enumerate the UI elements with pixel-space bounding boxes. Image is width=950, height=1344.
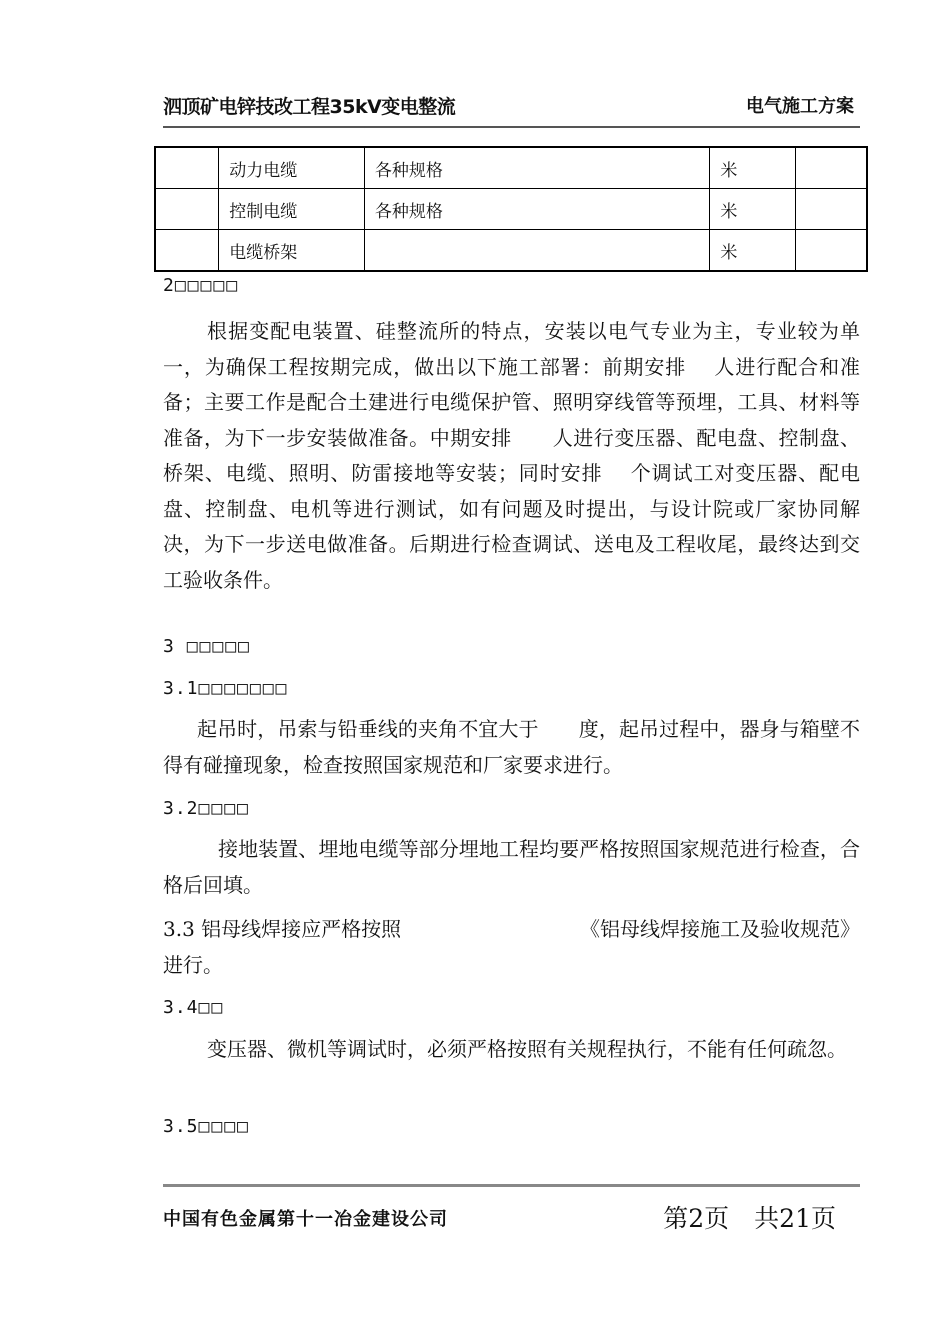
section-3-5-heading (163, 1116, 250, 1137)
garbled-heading-text: □□□□□□□ (198, 678, 289, 699)
section-3-3-tail: 进行。 (163, 952, 223, 977)
company-name: 中国有色金属第十一冶金建设公司 (163, 1209, 448, 1230)
materials-table (154, 146, 868, 272)
section-3-heading (163, 636, 251, 657)
section-number: 3.4 (163, 997, 199, 1018)
section-3-4-body: 变压器、微机等调试时，必须严格按照有关规程执行，不能有任何疏忽。 (207, 1037, 847, 1061)
garbled-heading-text: □□□□ (198, 798, 250, 819)
page-number: 第2页 共21页 (663, 1204, 836, 1233)
section-3-1-heading (163, 678, 288, 699)
section-number: 3.5 (163, 1116, 199, 1137)
quantity-cell (795, 189, 867, 230)
material-name-cell: 动力电缆 (219, 147, 365, 189)
section-number: 2 (163, 275, 175, 296)
unit-cell: 米 (710, 189, 795, 230)
material-name-cell: 控制电缆 (219, 189, 365, 230)
section-3-2-body: 接地装置、埋地电缆等部分埋地工程均要严格按照国家规范进行检查，合格后回填。 (163, 837, 860, 897)
section-2-body: 根据变配电装置、硅整流所的特点，安装以电气专业为主，专业较为单一，为确保工程按期完成，做出以下施工部署：前期安排 人进行配合和准备；主要工作是配合土建进行电缆保护管、照明穿线管等预埋，工具、材料等准备，为下一步安装做准备。中期安排 人进行变压器、配电盘、控制盘、桥架、电缆、照明、防雷接地等安装；同时安排 个调试工对变压器、配电盘、控制盘、电机等进行测试，如有问题及时提出，与设计院或厂家协同解决，为下一步送电做准备。后期进行检查调试、送电及工程收尾，最终达到交工验收条件。 (163, 319, 860, 592)
project-title: 泗顶矿电锌技改工程35kV变电整流 (163, 96, 456, 118)
standard-reference: 《铝母线焊接施工及验收规范》 (580, 917, 860, 941)
page-footer (163, 1184, 860, 1233)
unit-cell: 米 (710, 230, 795, 272)
row-number-cell (155, 230, 219, 272)
quantity-cell (795, 230, 867, 272)
document-type: 电气施工方案 (746, 96, 854, 117)
garbled-heading-text: □□ (198, 997, 225, 1018)
table-row (155, 147, 867, 189)
row-number-cell (155, 189, 219, 230)
specification-cell: 各种规格 (364, 147, 709, 189)
page-header (163, 88, 860, 128)
specification-cell (364, 230, 709, 272)
specification-cell: 各种规格 (364, 189, 709, 230)
section-3-4-heading (163, 997, 224, 1018)
unit-cell: 米 (710, 147, 795, 189)
section-2-heading (163, 275, 239, 296)
section-3-2-heading (163, 798, 250, 819)
section-3-3-heading: 3.3 铝母线焊接应严格按照 (163, 917, 402, 941)
table-row (155, 189, 867, 230)
garbled-heading-text: □□□□□ (174, 275, 240, 296)
section-3-3-paragraph (163, 912, 860, 983)
section-3-1-body: 起吊时，吊索与铅垂线的夹角不宜大于 度，起吊过程中，器身与箱壁不得有碰撞现象，检查按照国家规范和厂家要求进行。 (163, 717, 860, 777)
section-number: 3.2 (163, 798, 199, 819)
garbled-heading-text: □□□□ (198, 1116, 250, 1137)
row-number-cell (155, 147, 219, 189)
material-name-cell: 电缆桥架 (219, 230, 365, 272)
section-number: 3.1 (163, 678, 199, 699)
garbled-heading-text: □□□□□ (186, 636, 251, 657)
section-number: 3 (163, 636, 187, 657)
quantity-cell (795, 147, 867, 189)
table-row (155, 230, 867, 272)
